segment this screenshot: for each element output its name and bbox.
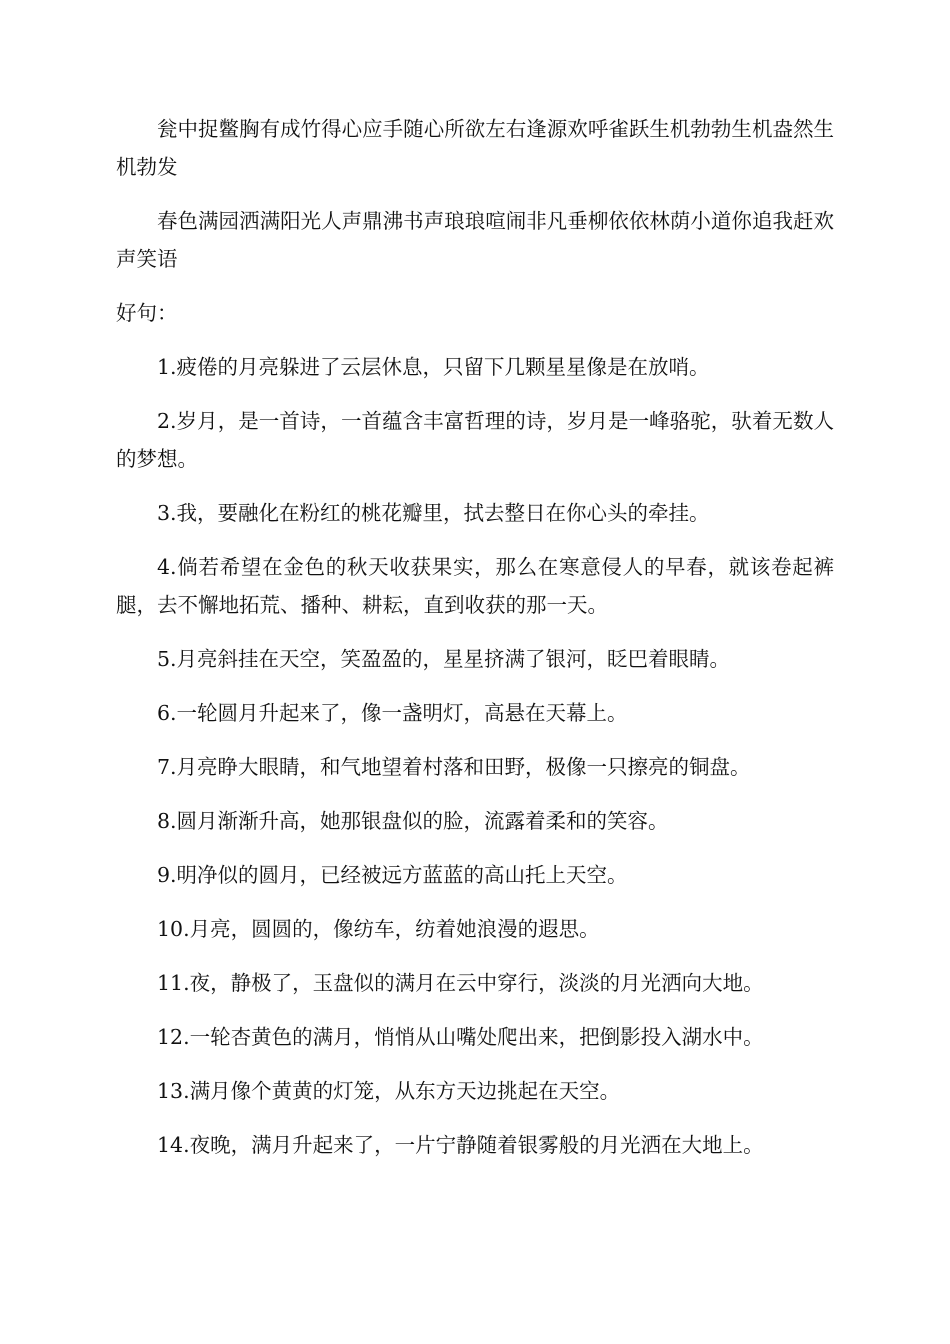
sentence-item: 14.夜晚，满月升起来了，一片宁静随着银雾般的月光洒在大地上。: [157, 1133, 764, 1157]
idiom-paragraph-1: 瓮中捉鳖胸有成竹得心应手随心所欲左右逢源欢呼雀跃生机勃勃生机盎然生机勃发: [116, 117, 834, 179]
sentence-item: 5.月亮斜挂在天空，笑盈盈的，星星挤满了银河，眨巴着眼睛。: [157, 647, 731, 671]
sentence-item: 6.一轮圆月升起来了，像一盏明灯，高悬在天幕上。: [157, 701, 628, 725]
sentence-item: 10.月亮，圆圆的，像纺车，纺着她浪漫的遐思。: [157, 917, 600, 941]
section-heading: 好句：: [116, 301, 178, 325]
sentence-item: 12.一轮杏黄色的满月，悄悄从山嘴处爬出来，把倒影投入湖水中。: [157, 1025, 764, 1049]
sentence-item: 1.疲倦的月亮躲进了云层休息，只留下几颗星星像是在放哨。: [157, 355, 710, 379]
sentence-item: 4.倘若希望在金色的秋天收获果实，那么在寒意侵人的早春，就该卷起裤腿，去不懈地拓荒、播种、耕耘，直到收获的那一天。: [116, 555, 834, 617]
sentence-item: 9.明净似的圆月，已经被远方蓝蓝的高山托上天空。: [157, 863, 628, 887]
sentence-item: 7.月亮睁大眼睛，和气地望着村落和田野，极像一只擦亮的铜盘。: [157, 755, 751, 779]
sentence-item: 2.岁月，是一首诗，一首蕴含丰富哲理的诗，岁月是一峰骆驼，驮着无数人的梦想。: [116, 409, 834, 471]
sentence-item: 13.满月像个黄黄的灯笼，从东方天边挑起在天空。: [157, 1079, 621, 1103]
sentence-item: 11.夜，静极了，玉盘似的满月在云中穿行，淡淡的月光洒向大地。: [157, 971, 764, 995]
sentence-item: 3.我，要融化在粉红的桃花瓣里，拭去整日在你心头的牵挂。: [157, 501, 710, 525]
document-body: [116, 110, 834, 1180]
sentence-item: 8.圆月渐渐升高，她那银盘似的脸，流露着柔和的笑容。: [157, 809, 669, 833]
idiom-paragraph-2: 春色满园洒满阳光人声鼎沸书声琅琅喧闹非凡垂柳依依林荫小道你追我赶欢声笑语: [116, 209, 834, 271]
